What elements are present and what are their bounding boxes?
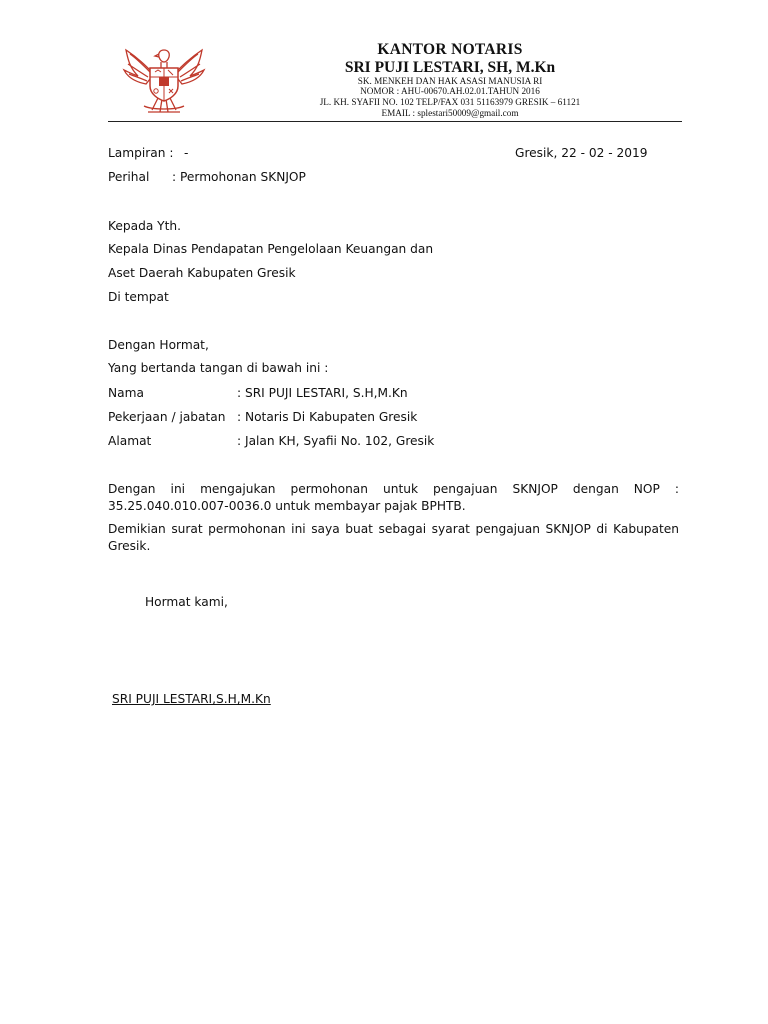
lampiran-label: Lampiran : — [108, 146, 174, 160]
letterhead-decree-line: SK. MENKEH DAN HAK ASASI MANUSIA RI — [357, 76, 543, 86]
letterhead-address-line: JL. KH. SYAFII NO. 102 TELP/FAX 031 51163979 GRESIK – 61121 — [319, 97, 581, 107]
intro-line: Yang bertanda tangan di bawah ini : — [108, 361, 329, 375]
recipient-greeting: Kepada Yth. — [108, 219, 181, 233]
recipient-line-3: Di tempat — [108, 290, 169, 304]
salutation: Dengan Hormat, — [108, 338, 209, 352]
garuda-emblem-icon — [118, 44, 210, 116]
recipient-line-2: Aset Daerah Kabupaten Gresik — [108, 266, 296, 280]
letterhead — [0, 0, 768, 124]
regards: Hormat kami, — [145, 595, 228, 609]
request-paragraph: Dengan ini mengajukan permohonan untuk pengajuan SKNJOP dengan NOP : 35.25.040.010.007-0036.0 untuk membayar pajak BPHTB. — [108, 482, 679, 513]
field-label-nama: Nama — [108, 386, 144, 400]
recipient-line-1: Kepala Dinas Pendapatan Pengelolaan Keuangan dan — [108, 242, 434, 256]
notary-name: SRI PUJI LESTARI, SH, M.Kn — [344, 59, 556, 76]
signatory-name: SRI PUJI LESTARI,S.H,M.Kn — [112, 692, 271, 706]
closing-paragraph: Demikian surat permohonan ini saya buat sebagai syarat pengajuan SKNJOP di Kabupaten Gresik. — [108, 522, 679, 553]
field-value-nama: : SRI PUJI LESTARI, S.H,M.Kn — [237, 386, 408, 400]
perihal-label: Perihal — [108, 170, 150, 184]
field-label-pekerjaan: Pekerjaan / jabatan — [108, 410, 226, 424]
letterhead-email-line: EMAIL : splestari50009@gmail.com — [381, 108, 519, 118]
lampiran-value: - — [184, 146, 189, 160]
perihal-value: : Permohonan SKNJOP — [172, 170, 306, 184]
letterhead-divider — [108, 121, 682, 122]
place-date: Gresik, 22 - 02 - 2019 — [515, 146, 648, 160]
field-value-pekerjaan: : Notaris Di Kabupaten Gresik — [237, 410, 418, 424]
field-value-alamat: : Jalan KH, Syafii No. 102, Gresik — [237, 434, 435, 448]
field-label-alamat: Alamat — [108, 434, 152, 448]
office-title: KANTOR NOTARIS — [377, 41, 523, 58]
letterhead-number-line: NOMOR : AHU-00670.AH.02.01.TAHUN 2016 — [360, 86, 540, 96]
